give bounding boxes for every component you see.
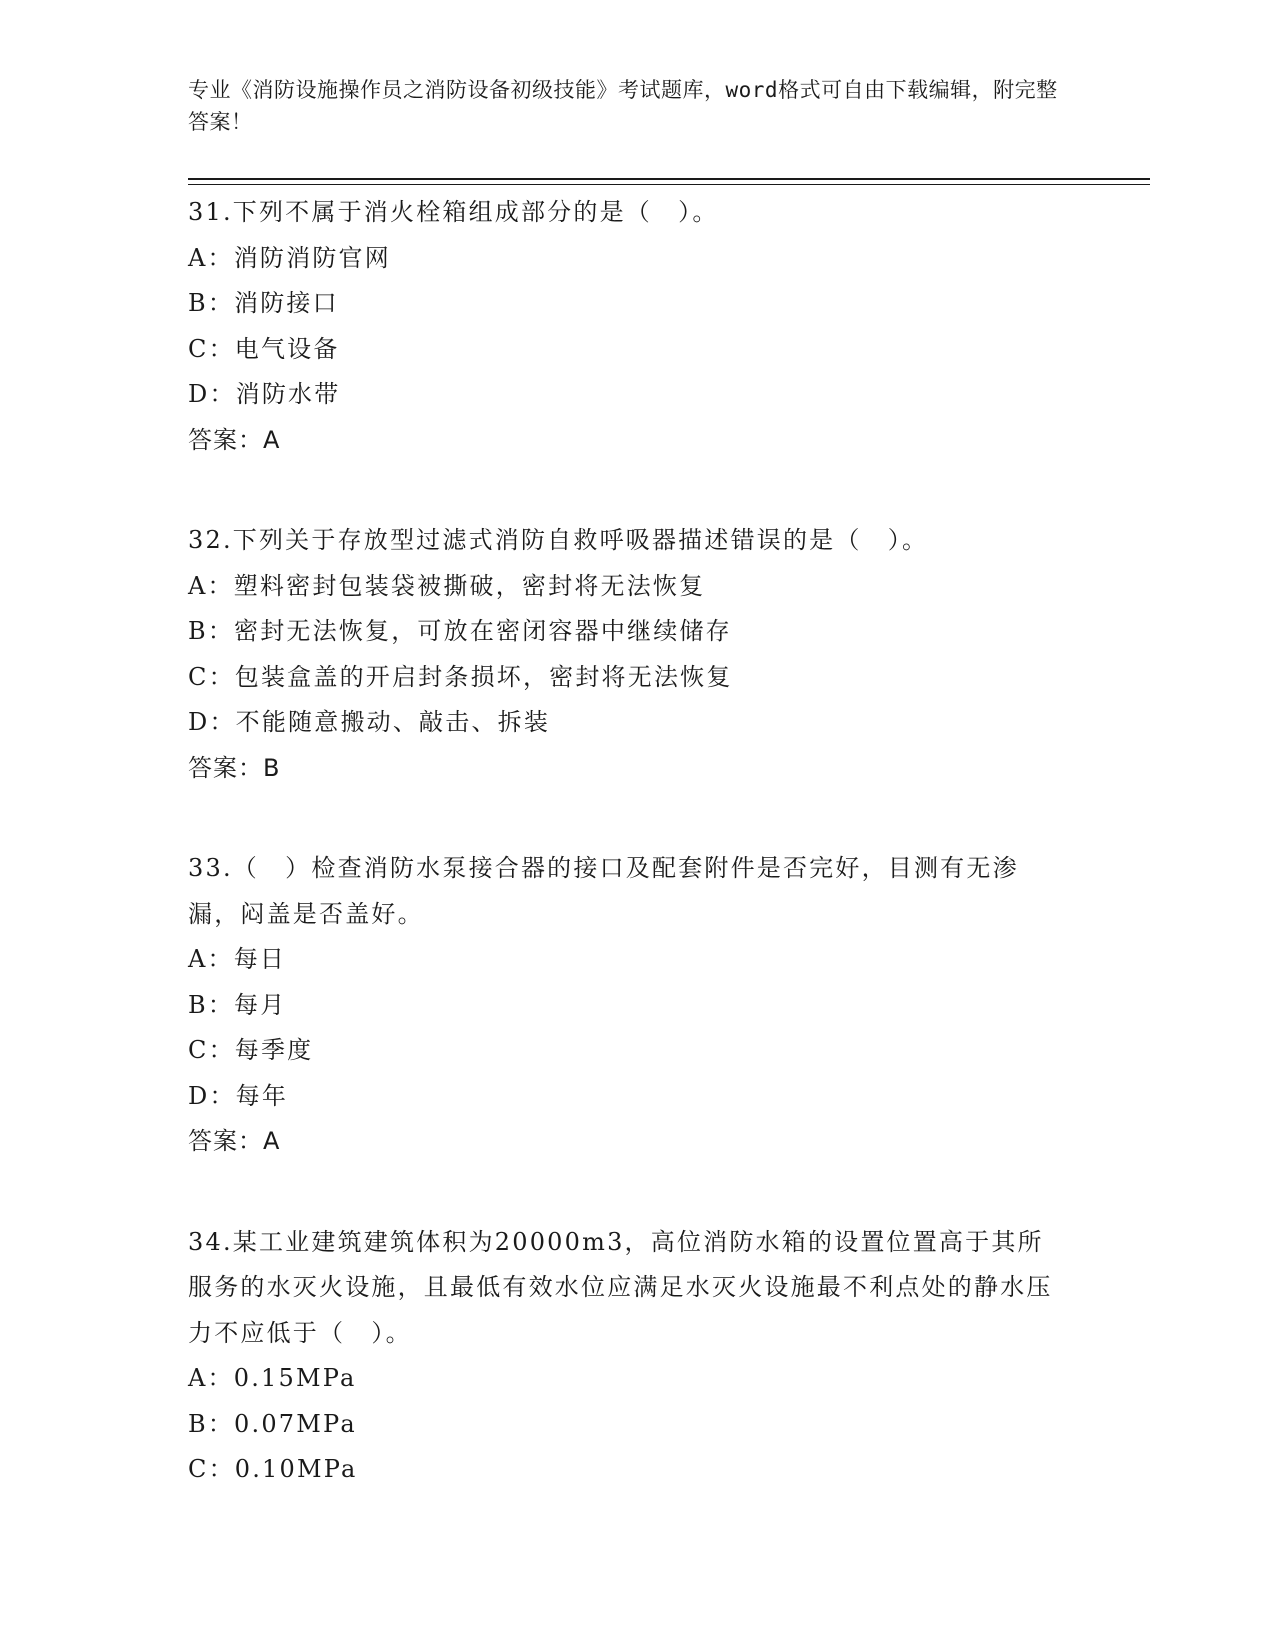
option-a: A：0.15MPa bbox=[188, 1364, 357, 1392]
option-b: B：0.07MPa bbox=[188, 1409, 357, 1438]
answer-label: 答案：A bbox=[188, 425, 281, 454]
question-31 bbox=[188, 190, 1068, 463]
question-stem: 34.某工业建筑建筑体积为20000m3，高位消防水箱的设置位置高于其所服务的水灭火设施，且最低有效水位应满足水灭火设施最不利点处的静水压力不应低于（ ）。 bbox=[188, 1227, 1053, 1347]
option-a: A：消防消防官网 bbox=[188, 243, 391, 272]
option-a: A：塑料密封包装袋被撕破，密封将无法恢复 bbox=[188, 571, 706, 600]
option-c: C：电气设备 bbox=[188, 334, 340, 363]
question-stem: 33.（ ）检查消防水泵接合器的接口及配套附件是否完好，目测有无渗漏，闷盖是否盖好。 bbox=[188, 854, 1019, 928]
document-header: 专业《消防设施操作员之消防设备初级技能》考试题库，word格式可自由下载编辑，附完整答案！ bbox=[188, 78, 1058, 134]
option-a: A：每日 bbox=[188, 945, 287, 973]
option-d: D：每年 bbox=[188, 1081, 289, 1110]
option-d: D：不能随意搬动、敲击、拆装 bbox=[188, 708, 551, 736]
question-list bbox=[188, 190, 1068, 1548]
option-b: B：密封无法恢复，可放在密闭容器中继续储存 bbox=[188, 617, 732, 645]
option-c: C：0.10MPa bbox=[188, 1455, 358, 1483]
question-32 bbox=[188, 518, 1068, 791]
option-c: C：每季度 bbox=[188, 1036, 314, 1064]
answer-label: 答案：A bbox=[188, 1127, 281, 1155]
answer-label: 答案：B bbox=[188, 753, 281, 782]
option-d: D：消防水带 bbox=[188, 380, 341, 408]
question-stem: 32.下列关于存放型过滤式消防自救呼吸器描述错误的是（ ）。 bbox=[188, 526, 929, 554]
header-divider bbox=[188, 178, 1150, 185]
option-b: B：每月 bbox=[188, 990, 287, 1019]
question-34 bbox=[188, 1220, 1068, 1493]
option-c: C：包装盒盖的开启封条损坏，密封将无法恢复 bbox=[188, 662, 733, 691]
option-b: B：消防接口 bbox=[188, 289, 339, 317]
question-stem: 31.下列不属于消火栓箱组成部分的是（ ）。 bbox=[188, 198, 719, 226]
question-33 bbox=[188, 846, 1068, 1165]
